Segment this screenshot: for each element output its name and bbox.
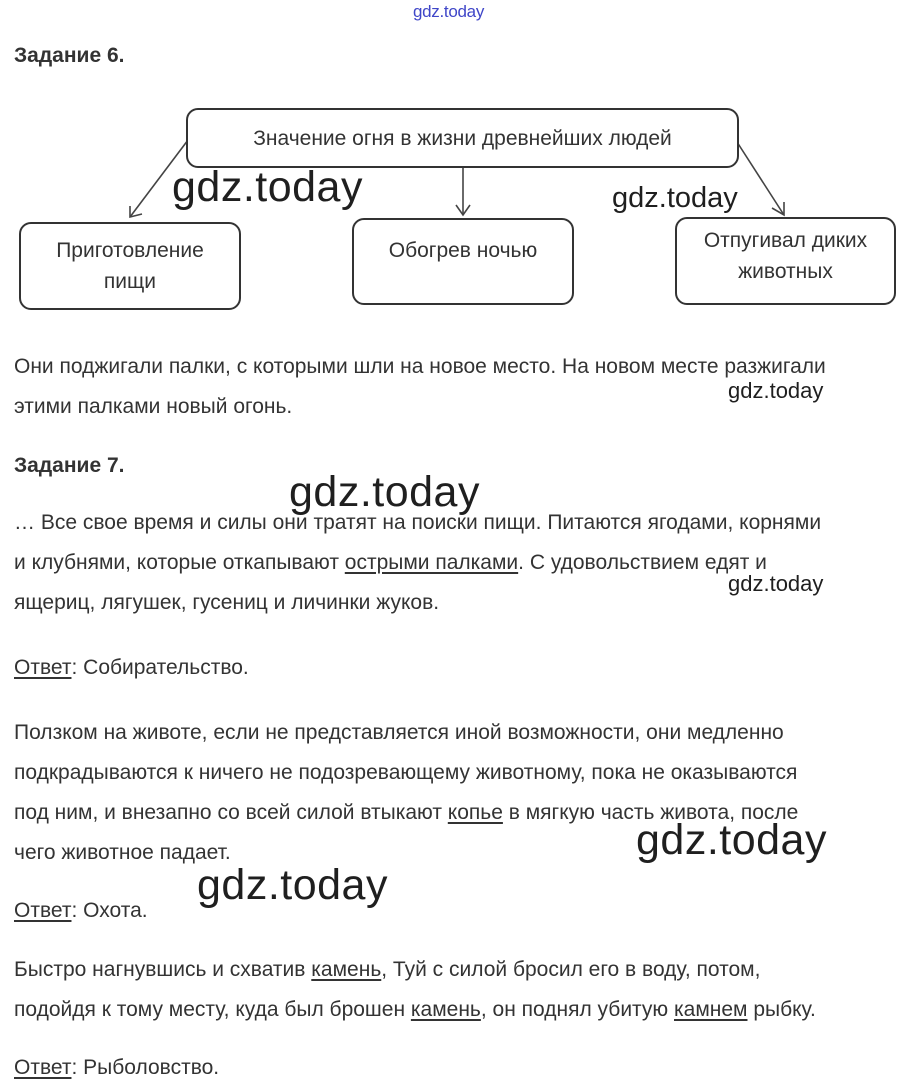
task6-heading: Задание 6. [14,44,125,67]
watermark: gdz.today [289,468,480,516]
answer-2 [14,891,148,931]
arrow-right [737,142,784,215]
p3-line1-a: Быстро нагнувшись и схватив [14,958,312,981]
task7-heading: Задание 7. [14,454,125,477]
p2-line4: чего животное падает. [14,841,231,864]
p2-underlined-spear: копье [447,801,503,824]
p3-underlined-stone-2: камень [410,998,481,1021]
p3-underlined-stone-1: камень [311,958,382,981]
p3-line2-c: рыбку. [747,998,816,1021]
p2-line3-b: в мягкую часть живота, после [502,801,799,824]
answer-2-label: Ответ [14,899,72,922]
p2-line1: Ползком на животе, если не представляется иной возможности, они медленно [14,721,784,744]
answer-3 [14,1048,219,1088]
diagram-child-warmth [352,218,574,305]
site-watermark-top: gdz.today [413,2,485,21]
answer-1-label: Ответ [14,656,72,679]
task6-text-line1: Они поджигали палки, с которыми шли на новое место. На новом месте разжигали [14,355,826,378]
answer-3-label: Ответ [14,1056,72,1079]
watermark: gdz.today [197,861,388,909]
watermark: gdz.today [636,816,827,864]
diagram-child-animals [675,217,896,305]
child-animals-line1: Отпугивал диких [703,229,868,252]
child-food-line1: Приготовление [56,239,204,262]
p3-line2-a: подойдя к тому месту, куда был брошен [14,998,411,1021]
answer-3-value: : Рыболовство. [71,1056,220,1079]
diagram-root-label: Значение огня в жизни древнейших людей [253,126,672,150]
answer-1 [14,648,249,688]
watermark: gdz.today [172,163,363,211]
p1-line2-a: и клубнями, которые откапывают [14,551,345,574]
p1-line1: … Все свое время и силы они тратят на поиски пищи. Питаются ягодами, корнями [14,511,822,534]
p3-line1-b: , Туй с силой бросил его в воду, потом, [381,958,761,981]
child-food-line2: пищи [103,270,157,293]
task6-text-line2: этими палками новый огонь. [14,395,293,418]
p1-line3: ящериц, лягушек, гусениц и личинки жуков. [14,591,440,614]
watermark: gdz.today [728,378,824,403]
p2-line2: подкрадываются к ничего не подозревающему животному, пока не оказываются [14,761,798,784]
task6-text [14,347,826,427]
answer-2-value: : Охота. [71,899,148,922]
child-warmth-line1: Обогрев ночью [388,239,538,262]
watermark: gdz.today [728,571,824,596]
p3-line1 [14,950,816,990]
child-animals-line2: животных [738,260,833,283]
task7-paragraph-1 [14,503,824,623]
watermark: gdz.today [612,182,738,214]
p1-underlined-sticks: острыми палками [344,551,519,574]
p1-line2 [14,543,821,583]
diagram-root-box [186,108,739,168]
p3-underlined-stone-3: камнем [674,998,748,1021]
arrow-right-head [772,202,784,215]
p3-line2-b: , он поднял убитую [480,998,674,1021]
p2-line3-a: под ним, и внезапно со всей силой втыкают [14,801,448,824]
p1-line2-b: . С удовольствием едят и [518,551,767,574]
answer-1-value: : Собирательство. [71,656,249,679]
diagram-child-food [19,222,241,310]
task7-paragraph-3 [14,950,816,1030]
p3-line2 [14,990,816,1030]
